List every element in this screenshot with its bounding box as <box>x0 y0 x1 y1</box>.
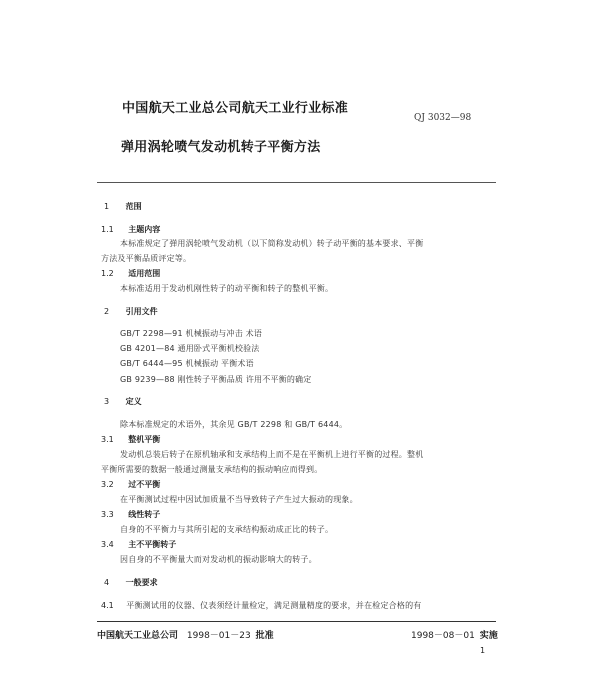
section-number: 4 <box>104 578 110 587</box>
implementation-label: 实施 <box>479 631 498 641</box>
section-1-2-heading <box>101 268 160 279</box>
reference-item: GB/T 2298—91 机械振动与冲击 术语 <box>120 329 263 338</box>
paragraph: 自身的不平衡力与其所引起的支承结构振动成正比的转子。 <box>120 525 334 534</box>
implementation-date: 1998－08－01 <box>411 631 475 641</box>
section-title: 主题内容 <box>128 225 161 234</box>
section-3-3-heading <box>101 509 160 520</box>
section-number: 2 <box>104 307 110 316</box>
section-title: 线性转子 <box>128 510 161 519</box>
paragraph: 方法及平衡品质评定等。 <box>101 254 192 263</box>
section-number: 1 <box>104 202 110 211</box>
paragraph: 平衡测试用的仪器、仪表须经计量检定，满足测量精度的要求，并在检定合格的有 <box>126 601 422 610</box>
section-title: 过不平衡 <box>128 480 161 489</box>
document-title: 弹用涡轮喷气发动机转子平衡方法 <box>121 140 321 155</box>
section-4-heading <box>104 577 158 588</box>
standard-code: QJ 3032—98 <box>414 113 472 123</box>
approval-date: 1998－01－23 <box>186 631 251 641</box>
section-title: 定义 <box>125 397 142 406</box>
section-2-heading <box>104 306 158 317</box>
section-number: 3.1 <box>101 435 114 444</box>
section-3-1-heading <box>101 434 160 445</box>
section-title: 范围 <box>125 202 142 211</box>
section-number: 1.2 <box>101 269 114 278</box>
section-1-1-heading <box>101 224 160 235</box>
section-number: 3.4 <box>101 540 114 549</box>
section-title: 适用范围 <box>128 269 161 278</box>
section-number: 4.1 <box>101 601 114 610</box>
footer-right <box>411 628 498 641</box>
section-1-heading <box>104 201 142 212</box>
section-number: 1.1 <box>101 225 114 234</box>
section-3-4-heading <box>101 539 176 550</box>
reference-item: GB/T 6444—95 机械振动 平衡术语 <box>120 359 254 368</box>
section-title: 整机平衡 <box>128 435 161 444</box>
paragraph: 本标准适用于发动机刚性转子的动平衡和转子的整机平衡。 <box>120 284 334 293</box>
footer-left <box>97 628 274 641</box>
section-title: 一般要求 <box>125 578 158 587</box>
paragraph: 在平衡测试过程中因试加质量不当导致转子产生过大振动的现象。 <box>120 495 358 504</box>
section-3-2-heading <box>101 479 160 490</box>
reference-item: GB 9239—88 刚性转子平衡品质 许用不平衡的确定 <box>120 375 312 384</box>
section-title: 主不平衡转子 <box>128 540 177 549</box>
paragraph: 发动机总装后转子在原机轴承和支承结构上而不是在平衡机上进行平衡的过程。整机 <box>120 450 424 459</box>
section-4-1-text <box>101 600 421 611</box>
section-3-heading <box>104 396 142 407</box>
footer-org: 中国航天工业总公司 <box>97 631 179 641</box>
paragraph: 平衡所需要的数据一般通过测量支承结构的振动响应而得到。 <box>101 465 323 474</box>
section-title: 引用文件 <box>125 307 158 316</box>
footer-divider <box>97 621 496 622</box>
paragraph: 除本标准规定的术语外，其余见 GB/T 2298 和 GB/T 6444。 <box>120 420 348 429</box>
paragraph: 本标准规定了弹用涡轮喷气发动机（以下简称发动机）转子动平衡的基本要求、平衡 <box>120 239 424 248</box>
header-org: 中国航天工业总公司航天工业行业标准 <box>122 101 349 116</box>
reference-item: GB 4201—84 通用卧式平衡机校验法 <box>120 344 260 353</box>
section-number: 3 <box>104 397 110 406</box>
page-number: 1 <box>480 646 486 655</box>
section-number: 3.3 <box>101 510 114 519</box>
approval-label: 批准 <box>255 631 274 641</box>
paragraph: 因自身的不平衡量大而对发动机的振动影响大的转子。 <box>120 555 317 564</box>
header-divider <box>97 182 496 183</box>
section-number: 3.2 <box>101 480 114 489</box>
